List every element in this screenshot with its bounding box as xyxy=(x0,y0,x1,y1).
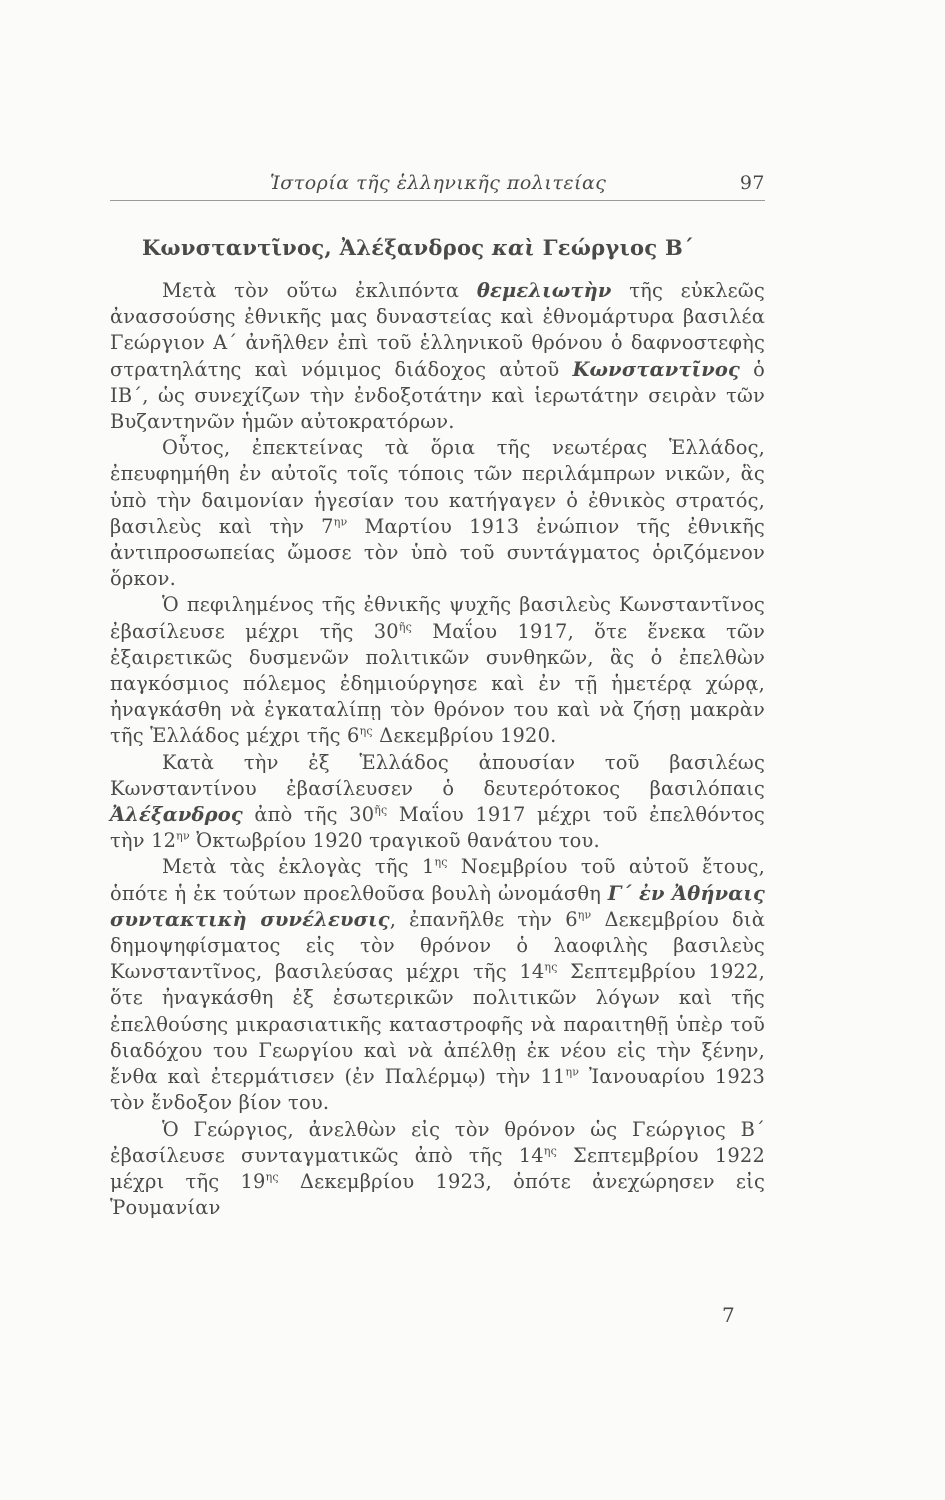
paragraph xyxy=(110,435,765,592)
running-head-title: Ἱστορία τῆς ἑλληνικῆς πολιτείας xyxy=(270,172,607,194)
text-run: Ὀκτωβρίου 1920 τραγικοῦ θανάτου του. xyxy=(189,829,600,853)
paragraph xyxy=(110,854,765,1116)
heading-conjunction: καὶ xyxy=(491,235,535,260)
text-run: Δεκεμβρίου διὰ δημοψηφίσματος εἰς τὸν θρόνον ὁ λαοφιλὴς βασιλεὺς Κωνσταντῖνος, βασιλεύσας μέχρι τῆς 14 xyxy=(110,907,765,984)
heading-last-king: Γεώργιος Β΄ xyxy=(542,235,694,260)
text-run: ὁ ΙΒ΄, ὡς συνεχίζων τὴν ἐνδοξοτάτην καὶ ἱερωτάτην σειρὰν τῶν Βυζαντηνῶν ἡμῶν αὐτοκρατόρων. xyxy=(110,357,765,434)
emphasis: Κωνσταντῖνος xyxy=(572,357,740,381)
emphasis: θεμελιωτὴν xyxy=(476,279,612,302)
text-run: Μαρτίου 1913 ἐνώπιον τῆς ἐθνικῆς ἀντιπροσωπείας ὤμοσε τὸν ὑπὸ τοῦ συντάγματος ὁριζόμενον ὅρκον. xyxy=(110,514,765,591)
text-run: Κατὰ τὴν ἐξ Ἑλλάδος ἀπουσίαν τοῦ βασιλέως Κωνσταντίνου ἐβασίλευσεν ὁ δευτερότοκος βασιλόπαις xyxy=(110,750,765,800)
ordinal-suffix: ης xyxy=(434,856,448,869)
paragraph xyxy=(110,1117,765,1222)
page-number: 97 xyxy=(739,172,765,194)
emphasis: Ἀλέξανδρος xyxy=(110,803,243,827)
text-run: Σεπτεμβρίου 1922, ὅτε ἠναγκάσθη ἐξ ἐσωτερικῶν πολιτικῶν λόγων καὶ τῆς ἐπελθούσης μικρασιατικῆς καταστροφῆς νὰ παραιτηθῇ ὑπὲρ τοῦ διαδόχου του Γεωργίου καὶ νὰ ἀπέλθῃ ἐκ νέου εἰς τὴν ξένην, ἔνθα καὶ ἐτερμάτισεν (ἐν Παλέρμῳ) τὴν 11 xyxy=(110,960,765,1089)
text-run: Οὗτος, ἐπεκτείνας τὰ ὅρια τῆς νεωτέρας Ἑλλάδος, ἐπευφημήθη ἐν αὐτοῖς τοῖς τόποις τῶν περιλάμπρων νικῶν, ἃς ὑπὸ τὴν δαιμονίαν ἡγεσίαν του κατήγαγεν ὁ ἐθνικὸς στρατός, βασιλεὺς καὶ τὴν 7 xyxy=(110,436,765,538)
ordinal-suffix: ης xyxy=(359,724,373,738)
heading-kings: Κωνσταντῖνος, Ἀλέξανδρος xyxy=(142,235,485,260)
ordinal-suffix: ῆς xyxy=(374,803,388,817)
text-run: Ὁ Γεώργιος, ἀνελθὼν εἰς τὸν θρόνον ὡς Γεώργιος Β΄ ἐβασίλευσε συνταγματικῶς ἀπὸ τῆς 14 xyxy=(110,1117,765,1167)
emphasis: Γ΄ ἐν Ἀθήναις συντακτικὴ συνέλευσις xyxy=(110,881,765,931)
body-text xyxy=(110,278,765,1221)
text-run: Νοεμβρίου τοῦ αὐτοῦ ἔτους, ὁπότε ἡ ἐκ τούτων προελθοῦσα βουλὴ ὠνομάσθη xyxy=(110,855,765,905)
text-run: Σεπτεμβρίου 1922 μέχρι τῆς 19 xyxy=(110,1143,765,1193)
text-run: Ὁ πεφιλημένος τῆς ἐθνικῆς ψυχῆς βασιλεὺς Κωνσταντῖνος ἐβασίλευσε μέχρι τῆς 30 xyxy=(110,593,765,643)
ordinal-suffix: ην xyxy=(333,515,348,529)
signature-mark: 7 xyxy=(722,1303,735,1327)
ordinal-suffix: ην xyxy=(565,1065,580,1079)
text-run: Δεκεμβρίου 1923, ὁπότε ἀνεχώρησεν εἰς Ῥουμανίαν xyxy=(110,1169,765,1220)
ordinal-suffix: ην xyxy=(577,908,592,922)
text-run: Μετὰ τὰς ἐκλογὰς τῆς 1 xyxy=(162,855,435,879)
text-run: , ἐπανῆλθε τὴν 6 xyxy=(389,907,578,931)
ordinal-suffix: ῆς xyxy=(398,620,413,634)
ordinal-suffix: ην xyxy=(176,829,190,843)
text-run: Μαΐου 1917, ὅτε ἕνεκα τῶν ἐξαιρετικῶς δυσμενῶν πολιτικῶν συνθηκῶν, ἃς ὁ ἐπελθὼν παγκόσμιος πόλεμος ἐδημιούργησε καὶ ἐν τῇ ἡμετέρᾳ χώρᾳ, ἠναγκάσθη νὰ ἐγκαταλίπῃ τὸν θρόνον του καὶ νὰ ζήσῃ μακρὰν τῆς Ἑλλάδος μέχρι τῆς 6 xyxy=(110,619,765,748)
paragraph xyxy=(110,750,765,855)
paragraph xyxy=(110,278,765,435)
text-run: Ἰανουαρίου 1923 τὸν ἔνδοξον βίον του. xyxy=(110,1065,765,1115)
text-run: τῆς εὐκλεῶς ἀνασσούσης ἐθνικῆς μας δυναστείας καὶ ἐθνομάρτυρα βασιλέα Γεώργιον Α΄ ἀνῆλθεν ἐπὶ τοῦ ἑλληνικοῦ θρόνου ὁ δαφνοστεφὴς στρατηλάτης καὶ νόμιμος διάδοχος αὐτοῦ xyxy=(110,279,765,381)
ordinal-suffix: ης xyxy=(543,1144,557,1158)
section-heading xyxy=(142,235,694,260)
text-run: Μετὰ τὸν οὕτω ἐκλιπόντα xyxy=(162,279,477,302)
ordinal-suffix: ης xyxy=(265,1170,279,1184)
paragraph xyxy=(110,592,765,749)
ordinal-suffix: ης xyxy=(544,960,558,974)
header-rule xyxy=(110,200,765,201)
text-run: Δεκεμβρίου 1920. xyxy=(372,724,557,748)
text-run: Μαΐου 1917 μέχρι τοῦ ἐπελθόντος τὴν 12 xyxy=(110,803,765,853)
text-run: ἀπὸ τῆς 30 xyxy=(242,803,375,827)
